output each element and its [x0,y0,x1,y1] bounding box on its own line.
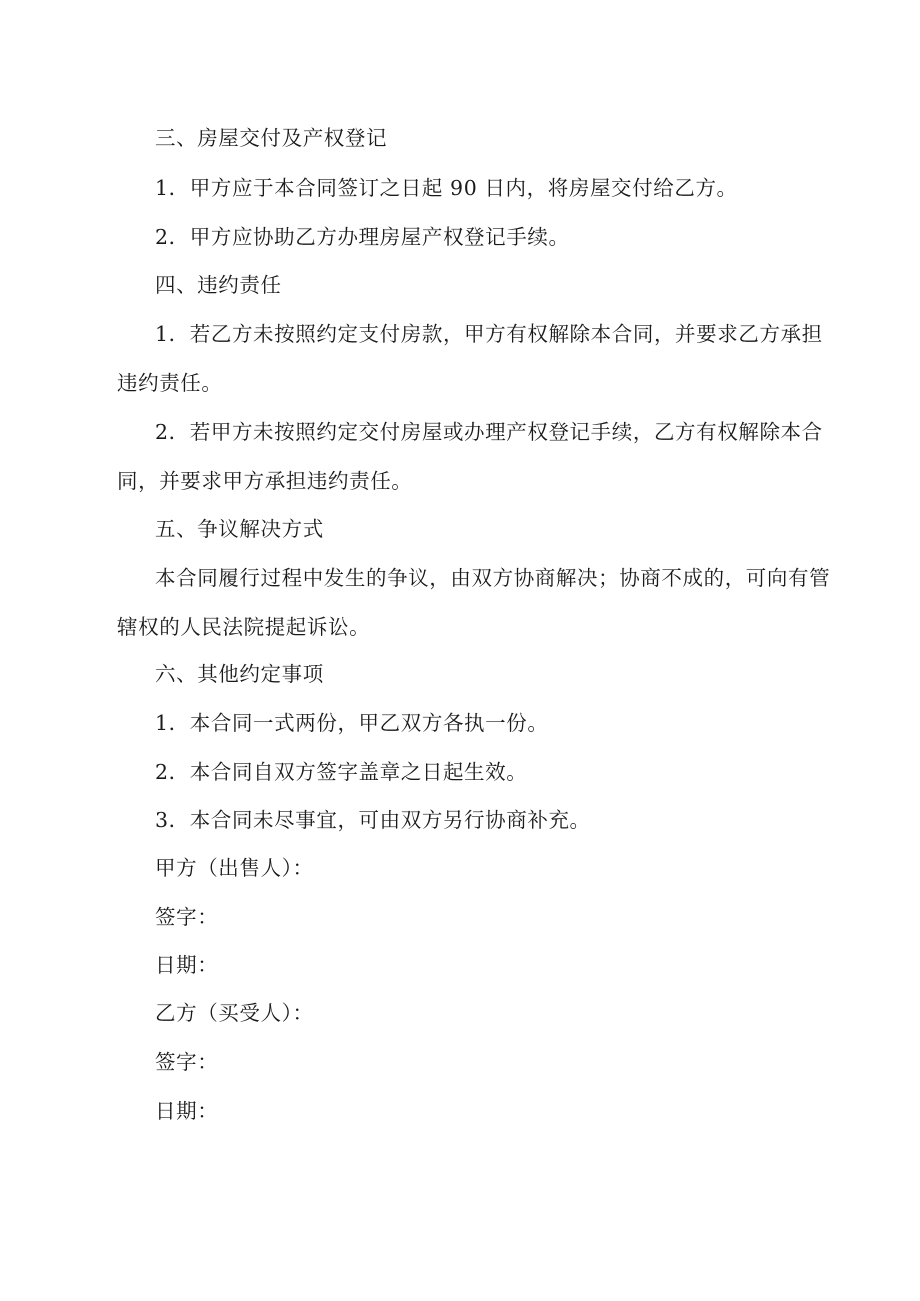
section-3-item-1: 1．甲方应于本合同签订之日起 90 日内，将房屋交付给乙方。 [155,176,738,200]
section-5-body-line-1: 本合同履行过程中发生的争议，由双方协商解决；协商不成的，可向有管 [155,566,831,590]
section-4-item-2-line-1: 2．若甲方未按照约定交付房屋或办理产权登记手续，乙方有权解除本合 [155,420,823,444]
section-5-body-line-2: 辖权的人民法院提起诉讼。 [117,615,371,639]
section-6-heading: 六、其他约定事项 [155,662,324,686]
section-6-item-2: 2．本合同自双方签字盖章之日起生效。 [155,760,528,784]
party-b-signature: 签字： [155,1050,219,1074]
section-5-heading: 五、争议解决方式 [155,517,324,541]
section-4-item-1-line-2: 违约责任。 [117,371,223,395]
party-a-signature: 签字： [155,905,219,929]
section-3-item-2: 2．甲方应协助乙方办理房屋产权登记手续。 [155,225,570,249]
section-4-item-1-line-1: 1．若乙方未按照约定支付房款，甲方有权解除本合同，并要求乙方承担 [155,322,823,346]
section-6-item-1: 1．本合同一式两份，甲乙双方各执一份。 [155,711,549,735]
section-4-item-2-line-2: 同，并要求甲方承担违约责任。 [117,469,413,493]
section-4-heading: 四、违约责任 [155,273,282,297]
party-a-date: 日期： [155,953,219,977]
party-a-label: 甲方（出售人）： [155,856,314,880]
party-b-date: 日期： [155,1099,219,1123]
section-6-item-3: 3．本合同未尽事宜，可由双方另行协商补充。 [155,808,591,832]
party-b-label: 乙方（买受人）： [155,1001,314,1025]
section-3-heading: 三、房屋交付及产权登记 [155,126,388,150]
